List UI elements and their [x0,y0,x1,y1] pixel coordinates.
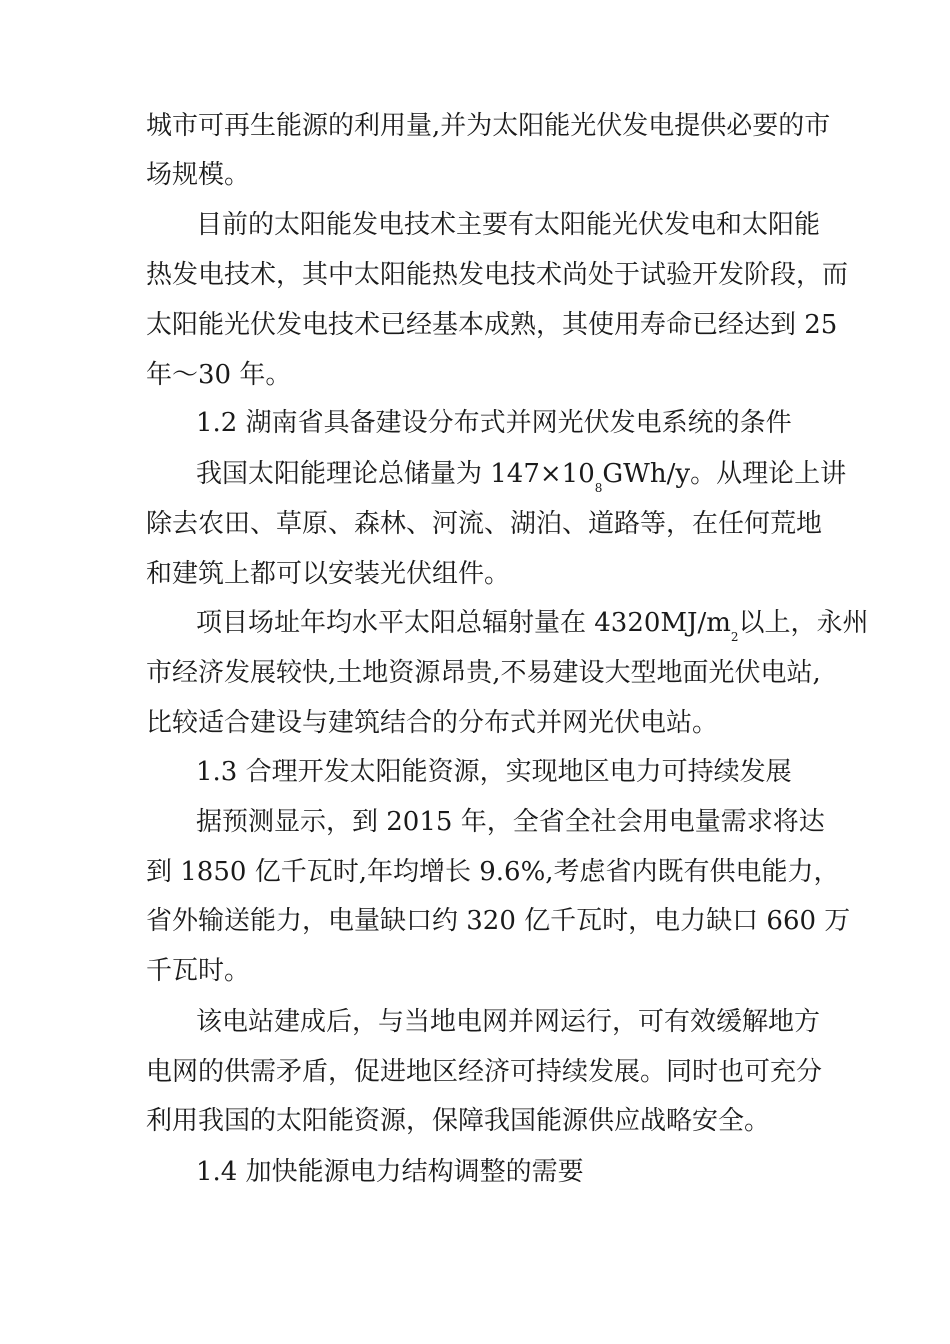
paragraph-line: 除去农田、草原、森林、河流、湖泊、道路等，在任何荒地 [146,509,823,539]
paragraph-line: 目前的太阳能发电技术主要有太阳能光伏发电和太阳能 [196,210,821,240]
text-run: GWh/y。从理论上讲 [602,459,847,489]
paragraph-line: 比较适合建设与建筑结合的分布式并网光伏电站。 [146,708,719,738]
paragraph-line [196,603,869,644]
paragraph-line: 热发电技术，其中太阳能热发电技术尚处于试验开发阶段，而 [146,260,849,290]
paragraph-line: 该电站建成后，与当地电网并网运行，可有效缓解地方 [196,1007,821,1037]
paragraph-line: 省外输送能力，电量缺口约 320 亿千瓦时，电力缺口 660 万 [146,906,851,936]
section-heading: 1.3 合理开发太阳能资源，实现地区电力可持续发展 [196,757,792,787]
text-run: 项目场址年均水平太阳总辐射量在 4320MJ/m [196,608,731,638]
paragraph-line: 利用我国的太阳能资源，保障我国能源供应战略安全。 [146,1106,771,1136]
text-run: 我国太阳能理论总储量为 147×10 [196,459,595,489]
paragraph-line: 千瓦时。 [146,956,251,986]
section-heading: 1.4 加快能源电力结构调整的需要 [196,1157,584,1187]
paragraph-line: 和建筑上都可以安装光伏组件。 [146,559,511,589]
text-run: 以上，永州 [738,608,869,638]
paragraph-line: 市经济发展较快,土地资源昂贵,不易建设大型地面光伏电站, [146,658,821,688]
paragraph-line: 电网的供需矛盾，促进地区经济可持续发展。同时也可充分 [146,1057,823,1087]
superscript: 2 [730,630,739,644]
paragraph-line: 据预测显示，到 2015 年，全省全社会用电量需求将达 [196,807,825,837]
paragraph-line: 年～30 年。 [146,360,292,390]
paragraph-line: 城市可再生能源的利用量,并为太阳能光伏发电提供必要的市 [146,111,831,141]
paragraph-line: 场规模。 [146,160,251,190]
paragraph-line: 太阳能光伏发电技术已经基本成熟，其使用寿命已经达到 25 [146,310,838,340]
paragraph-line [196,454,847,495]
paragraph-line: 到 1850 亿千瓦时,年均增长 9.6%,考虑省内既有供电能力， [146,857,840,887]
section-heading: 1.2 湖南省具备建设分布式并网光伏发电系统的条件 [196,408,792,438]
superscript: 8 [594,481,603,495]
